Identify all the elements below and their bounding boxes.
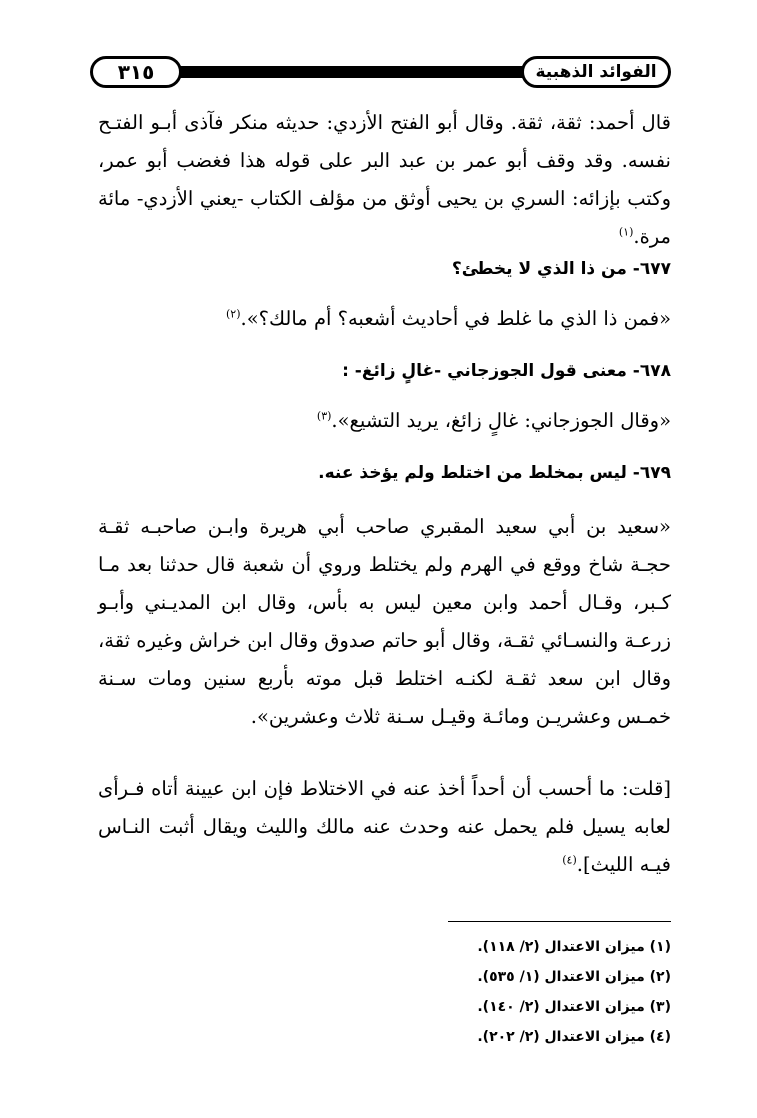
heading-677: ٦٧٧- من ذا الذي لا يخطئ؟ xyxy=(451,259,671,279)
paragraph-5-text: [قلت: ما أحسب أن أحداً أخذ عنه في الاختلاط فإن ابن عيينة أتاه فـرأى لعابه يسيل فلم يحمل عنه وحدث عنه مالك والليث ويقال أثبت النـاس فيـه الليث]. xyxy=(98,777,671,876)
footnote-2: (٢) ميزان الاعتدال (١/ ٥٣٥). xyxy=(477,969,671,985)
footnote-ref-1: (١) xyxy=(618,225,634,239)
footnote-3: (٣) ميزان الاعتدال (٢/ ١٤٠). xyxy=(477,999,671,1015)
paragraph-1 xyxy=(98,104,671,256)
footnote-4: (٤) ميزان الاعتدال (٢/ ٢٠٢). xyxy=(477,1029,671,1045)
footnote-1: (١) ميزان الاعتدال (٢/ ١١٨). xyxy=(477,939,671,955)
paragraph-2-text: «فمن ذا الذي ما غلط في أحاديث أشعبه؟ أم مالك؟». xyxy=(240,307,671,330)
footnote-ref-4: (٤) xyxy=(562,853,577,867)
paragraph-3-text: «وقال الجوزجاني: غالٍ زائغ، يريد التشيع». xyxy=(331,409,671,432)
paragraph-1-text: قال أحمد: ثقة، ثقة. وقال أبو الفتح الأزدي: حديثه منكر فآذى أبـو الفتـح نفسه. وقد وقف أبو عمر بن عبد البر على قوله هذا فغضب أبو عمر، وكتب بإزائه: السري بن يحيى أوثق من مؤلف الكتاب -يعني الأزدي- مائة مرة. xyxy=(98,111,671,248)
running-title: الفوائد الذهبية xyxy=(521,56,671,88)
page-number: ٣١٥ xyxy=(90,56,182,88)
footnote-separator xyxy=(448,921,671,922)
paragraph-4: «سعيد بن أبي سعيد المقبري صاحب أبي هريرة وابـن صاحبـه ثقـة حجـة شاخ ووقع في الهرم ولم يختلط وروي أن شعبة قال حدثنا بعد مـا كـبر، وقـال أحمد وابن معين ليس به بأس، وقال ابن المديـني وأبـو زرعـة والنسـائي ثقـة، وقال أبو حاتم صدوق وقال ابن خراش وغيره ثقة، وقال ابن سعد ثقـة لكنـه اختلط قبل موته بأربع سنين ومات سـنة خمـس وعشريـن ومائـة وقيـل سـنة ثلاث وعشرين». xyxy=(98,515,671,728)
paragraph-2 xyxy=(98,300,671,338)
footnote-ref-2: (٢) xyxy=(225,307,241,321)
heading-679: ٦٧٩- ليس بمخلط من اختلط ولم يؤخذ عنه. xyxy=(318,463,671,483)
footnotes xyxy=(311,932,671,1052)
paragraph-3 xyxy=(98,402,671,440)
footnote-ref-3: (٣) xyxy=(316,409,332,423)
heading-678: ٦٧٨- معنى قول الجوزجاني -غالٍ زائغ- : xyxy=(342,361,671,381)
paragraph-5 xyxy=(98,770,671,884)
